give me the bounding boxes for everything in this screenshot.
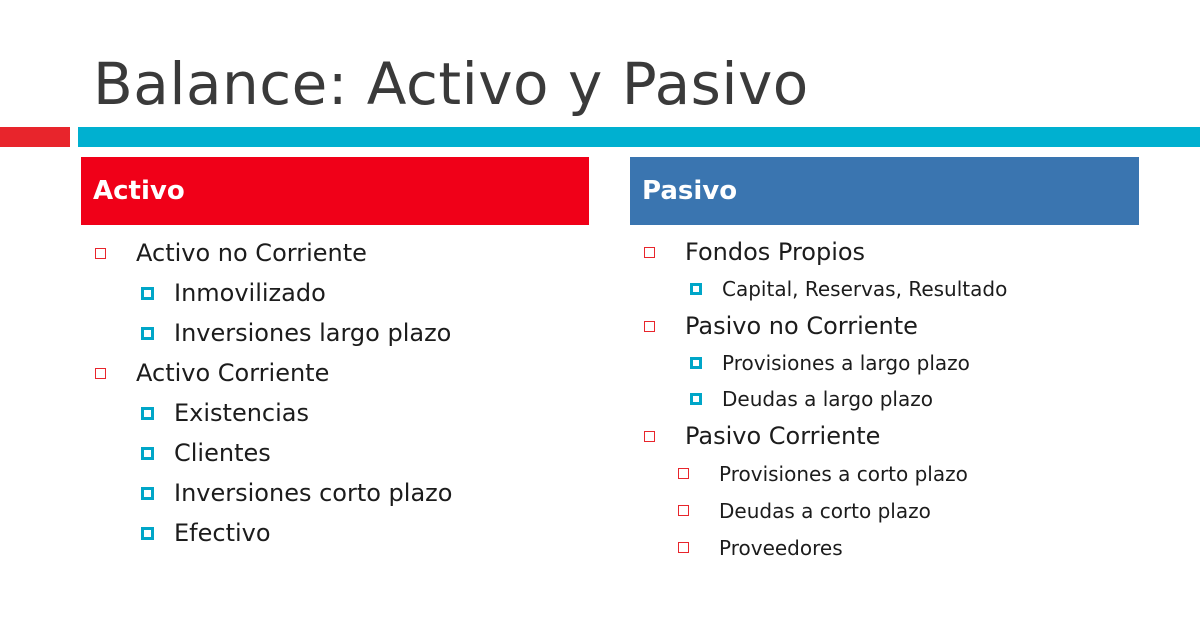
square-bullet-icon <box>644 431 655 442</box>
list-item <box>642 529 1007 566</box>
square-bullet-icon <box>141 407 154 420</box>
list-item <box>93 473 452 513</box>
square-bullet-icon <box>95 248 106 259</box>
activo-header <box>81 157 589 225</box>
square-bullet-icon <box>644 321 655 332</box>
list-item-label: Deudas a largo plazo <box>722 387 933 411</box>
square-bullet-icon <box>678 468 689 479</box>
activo-header-label: Activo <box>93 176 185 206</box>
list-item-label: Fondos Propios <box>685 238 866 266</box>
list-item-label: Activo no Corriente <box>136 239 367 267</box>
square-bullet-icon <box>141 327 154 340</box>
list-item <box>93 433 452 473</box>
square-bullet-icon <box>644 247 655 258</box>
list-item-label: Existencias <box>174 399 309 427</box>
list-item <box>93 513 452 553</box>
square-bullet-icon <box>678 505 689 516</box>
list-item-label: Provisiones a corto plazo <box>719 461 968 486</box>
square-bullet-icon <box>141 287 154 300</box>
pasivo-header-label: Pasivo <box>642 176 738 206</box>
list-item <box>642 455 1007 492</box>
list-item-label: Clientes <box>174 439 271 467</box>
list-item <box>642 233 1007 271</box>
activo-list <box>93 233 452 553</box>
list-item-label: Pasivo no Corriente <box>685 312 918 340</box>
list-item <box>642 307 1007 345</box>
square-bullet-icon <box>690 393 702 405</box>
list-item-label: Efectivo <box>174 519 271 547</box>
list-item <box>642 271 1007 307</box>
list-item <box>642 345 1007 381</box>
list-item-label: Proveedores <box>719 535 843 560</box>
square-bullet-icon <box>141 447 154 460</box>
list-item-label: Inversiones corto plazo <box>174 479 453 507</box>
accent-bar-blue <box>78 127 1200 147</box>
square-bullet-icon <box>141 487 154 500</box>
square-bullet-icon <box>678 542 689 553</box>
pasivo-header <box>630 157 1139 225</box>
list-item-label: Inversiones largo plazo <box>174 319 452 347</box>
list-item <box>93 393 452 433</box>
list-item <box>93 313 452 353</box>
square-bullet-icon <box>690 283 702 295</box>
list-item-label: Pasivo Corriente <box>685 422 881 450</box>
list-item-label: Deudas a corto plazo <box>719 498 931 523</box>
list-item-label: Provisiones a largo plazo <box>722 351 970 375</box>
page-title: Balance: Activo y Pasivo <box>93 50 809 118</box>
list-item-label: Activo Corriente <box>136 359 330 387</box>
pasivo-list <box>642 233 1007 566</box>
list-item <box>642 492 1007 529</box>
square-bullet-icon <box>141 527 154 540</box>
list-item <box>93 273 452 313</box>
accent-bar-red <box>0 127 70 147</box>
list-item <box>93 233 452 273</box>
list-item <box>93 353 452 393</box>
list-item <box>642 417 1007 455</box>
square-bullet-icon <box>95 368 106 379</box>
list-item-label: Inmovilizado <box>174 279 326 307</box>
square-bullet-icon <box>690 357 702 369</box>
list-item <box>642 381 1007 417</box>
list-item-label: Capital, Reservas, Resultado <box>722 277 1008 301</box>
